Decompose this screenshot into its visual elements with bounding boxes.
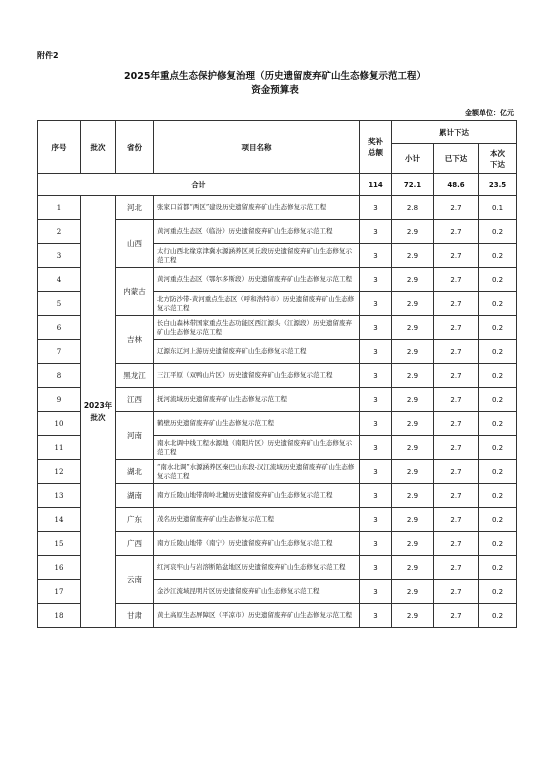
row-subtotal: 2.9 — [392, 412, 434, 436]
row-total: 3 — [360, 340, 392, 364]
project-name: 太行山西北缘京津冀水源涵养区灵丘段历史遗留废弃矿山生态修复示范工程 — [154, 244, 360, 268]
project-name: 金沙江流域昆明片区历史遗留废弃矿山生态修复示范工程 — [154, 580, 360, 604]
project-name: 南方丘陵山地带（南宁）历史遗留废弃矿山生态修复示范工程 — [154, 532, 360, 556]
province-cell: 黑龙江 — [116, 364, 154, 388]
row-index: 17 — [38, 580, 81, 604]
province-cell: 云南 — [116, 556, 154, 604]
row-index: 15 — [38, 532, 81, 556]
row-issued: 2.7 — [434, 484, 479, 508]
province-cell: 山西 — [116, 220, 154, 268]
row-index: 18 — [38, 604, 81, 628]
row-current: 0.2 — [479, 556, 517, 580]
project-name: 长白山森林带国家重点生态功能区西江源头（江源段）历史遗留废弃矿山生态修复示范工程 — [154, 316, 360, 340]
batch-cell — [81, 196, 116, 628]
row-subtotal: 2.9 — [392, 388, 434, 412]
row-subtotal: 2.9 — [392, 580, 434, 604]
header-total-line2: 总额 — [368, 148, 383, 157]
budget-table — [37, 120, 517, 628]
project-name: 黄土高原生态屏障区（平凉市）历史遗留废弃矿山生态修复示范工程 — [154, 604, 360, 628]
row-index: 14 — [38, 508, 81, 532]
project-name: 黄河重点生态区（临汾）历史遗留废弃矿山生态修复示范工程 — [154, 220, 360, 244]
row-index: 9 — [38, 388, 81, 412]
row-current: 0.2 — [479, 508, 517, 532]
row-subtotal: 2.9 — [392, 316, 434, 340]
row-index: 10 — [38, 412, 81, 436]
project-name: 张家口首都“两区”建设历史遗留废弃矿山生态修复示范工程 — [154, 196, 360, 220]
row-total: 3 — [360, 436, 392, 460]
row-subtotal: 2.9 — [392, 268, 434, 292]
batch-label-line1: 2023年 — [83, 401, 113, 411]
row-current: 0.2 — [479, 532, 517, 556]
row-current: 0.2 — [479, 220, 517, 244]
row-index: 1 — [38, 196, 81, 220]
document-subtitle: 资金预算表 — [251, 85, 299, 96]
row-issued: 2.7 — [434, 268, 479, 292]
row-issued: 2.7 — [434, 388, 479, 412]
province-cell: 湖北 — [116, 460, 154, 484]
row-issued: 2.7 — [434, 220, 479, 244]
table-row — [38, 196, 517, 220]
header-issued: 已下达 — [434, 144, 479, 174]
total-label: 合计 — [38, 174, 360, 196]
row-total: 3 — [360, 412, 392, 436]
header-cumulative: 累计下达 — [392, 121, 517, 144]
project-name: “南水北调”水源涵养区秦巴山东段-汉江流域历史遗留废弃矿山生态修复示范工程 — [154, 460, 360, 484]
header-subtotal: 小计 — [392, 144, 434, 174]
total-issued: 48.6 — [434, 174, 479, 196]
row-issued: 2.7 — [434, 340, 479, 364]
row-total: 3 — [360, 508, 392, 532]
row-issued: 2.7 — [434, 436, 479, 460]
header-index: 序号 — [38, 121, 81, 174]
province-cell: 江西 — [116, 388, 154, 412]
row-current: 0.2 — [479, 316, 517, 340]
row-subtotal: 2.9 — [392, 364, 434, 388]
row-total: 3 — [360, 268, 392, 292]
row-current: 0.2 — [479, 292, 517, 316]
row-current: 0.2 — [479, 244, 517, 268]
province-cell: 河南 — [116, 412, 154, 460]
header-project: 项目名称 — [154, 121, 360, 174]
province-cell: 吉林 — [116, 316, 154, 364]
document-title: 2025年重点生态保护修复治理（历史遗留废弃矿山生态修复示范工程） — [124, 71, 426, 82]
project-name: 茂名历史遗留废弃矿山生态修复示范工程 — [154, 508, 360, 532]
row-index: 6 — [38, 316, 81, 340]
row-subtotal: 2.9 — [392, 460, 434, 484]
row-index: 11 — [38, 436, 81, 460]
row-current: 0.1 — [479, 196, 517, 220]
row-current: 0.2 — [479, 436, 517, 460]
row-current: 0.2 — [479, 268, 517, 292]
row-index: 13 — [38, 484, 81, 508]
row-index: 5 — [38, 292, 81, 316]
total-amount: 114 — [360, 174, 392, 196]
row-index: 3 — [38, 244, 81, 268]
row-current: 0.2 — [479, 388, 517, 412]
row-index: 2 — [38, 220, 81, 244]
header-batch: 批次 — [81, 121, 116, 174]
row-subtotal: 2.9 — [392, 292, 434, 316]
row-total: 3 — [360, 316, 392, 340]
project-name: 南方丘陵山地带南岭北麓历史遗留废弃矿山生态修复示范工程 — [154, 484, 360, 508]
project-name: 北方防沙带-黄河重点生态区（呼和浩特市）历史遗留废弃矿山生态修复示范工程 — [154, 292, 360, 316]
row-issued: 2.7 — [434, 412, 479, 436]
row-subtotal: 2.9 — [392, 436, 434, 460]
row-issued: 2.7 — [434, 364, 479, 388]
header-current — [479, 144, 517, 174]
row-total: 3 — [360, 244, 392, 268]
row-total: 3 — [360, 580, 392, 604]
row-current: 0.2 — [479, 604, 517, 628]
row-total: 3 — [360, 532, 392, 556]
row-subtotal: 2.9 — [392, 508, 434, 532]
row-subtotal: 2.9 — [392, 220, 434, 244]
project-name: 三江平原（双鸭山片区）历史遗留废弃矿山生态修复示范工程 — [154, 364, 360, 388]
row-current: 0.2 — [479, 412, 517, 436]
project-name: 红河哀牢山与岩溶断陷盆地区历史遗留废弃矿山生态修复示范工程 — [154, 556, 360, 580]
project-name: 南水北调中线工程水源地（南阳片区）历史遗留废弃矿山生态修复示范工程 — [154, 436, 360, 460]
province-cell: 甘肃 — [116, 604, 154, 628]
row-current: 0.2 — [479, 340, 517, 364]
row-issued: 2.7 — [434, 460, 479, 484]
batch-label-line2: 批次 — [90, 412, 106, 422]
row-index: 16 — [38, 556, 81, 580]
row-issued: 2.7 — [434, 532, 479, 556]
project-name: 抚河流域历史遗留废弃矿山生态修复示范工程 — [154, 388, 360, 412]
row-subtotal: 2.9 — [392, 244, 434, 268]
row-current: 0.2 — [479, 364, 517, 388]
project-name: 黄河重点生态区（鄂尔多斯段）历史遗留废弃矿山生态修复示范工程 — [154, 268, 360, 292]
province-cell: 广东 — [116, 508, 154, 532]
row-total: 3 — [360, 460, 392, 484]
row-total: 3 — [360, 484, 392, 508]
row-subtotal: 2.8 — [392, 196, 434, 220]
row-index: 4 — [38, 268, 81, 292]
province-cell: 广西 — [116, 532, 154, 556]
project-name: 鹤壁历史遗留废弃矿山生态修复示范工程 — [154, 412, 360, 436]
province-cell: 河北 — [116, 196, 154, 220]
header-total — [360, 121, 392, 174]
row-index: 12 — [38, 460, 81, 484]
row-current: 0.2 — [479, 460, 517, 484]
row-subtotal: 2.9 — [392, 604, 434, 628]
row-issued: 2.7 — [434, 244, 479, 268]
total-current: 23.5 — [479, 174, 517, 196]
header-current-line2: 下达 — [490, 159, 505, 169]
row-issued: 2.7 — [434, 292, 479, 316]
row-current: 0.2 — [479, 580, 517, 604]
row-issued: 2.7 — [434, 196, 479, 220]
row-subtotal: 2.9 — [392, 340, 434, 364]
row-issued: 2.7 — [434, 580, 479, 604]
total-row — [38, 174, 517, 196]
row-subtotal: 2.9 — [392, 556, 434, 580]
row-total: 3 — [360, 556, 392, 580]
header-total-line1: 奖补 — [368, 137, 383, 146]
row-current: 0.2 — [479, 484, 517, 508]
row-issued: 2.7 — [434, 508, 479, 532]
unit-label: 金额单位：亿元 — [465, 109, 514, 117]
row-issued: 2.7 — [434, 556, 479, 580]
total-subtotal: 72.1 — [392, 174, 434, 196]
project-name: 辽源东辽河上游历史遗留废弃矿山生态修复示范工程 — [154, 340, 360, 364]
row-total: 3 — [360, 292, 392, 316]
row-issued: 2.7 — [434, 604, 479, 628]
row-index: 7 — [38, 340, 81, 364]
province-cell: 湖南 — [116, 484, 154, 508]
row-total: 3 — [360, 604, 392, 628]
row-total: 3 — [360, 388, 392, 412]
header-province: 省份 — [116, 121, 154, 174]
row-issued: 2.7 — [434, 316, 479, 340]
attachment-label: 附件2 — [37, 51, 59, 60]
row-total: 3 — [360, 220, 392, 244]
row-total: 3 — [360, 364, 392, 388]
row-total: 3 — [360, 196, 392, 220]
row-subtotal: 2.9 — [392, 532, 434, 556]
province-cell: 内蒙古 — [116, 268, 154, 316]
row-subtotal: 2.9 — [392, 484, 434, 508]
row-index: 8 — [38, 364, 81, 388]
header-current-line1: 本次 — [490, 148, 505, 158]
